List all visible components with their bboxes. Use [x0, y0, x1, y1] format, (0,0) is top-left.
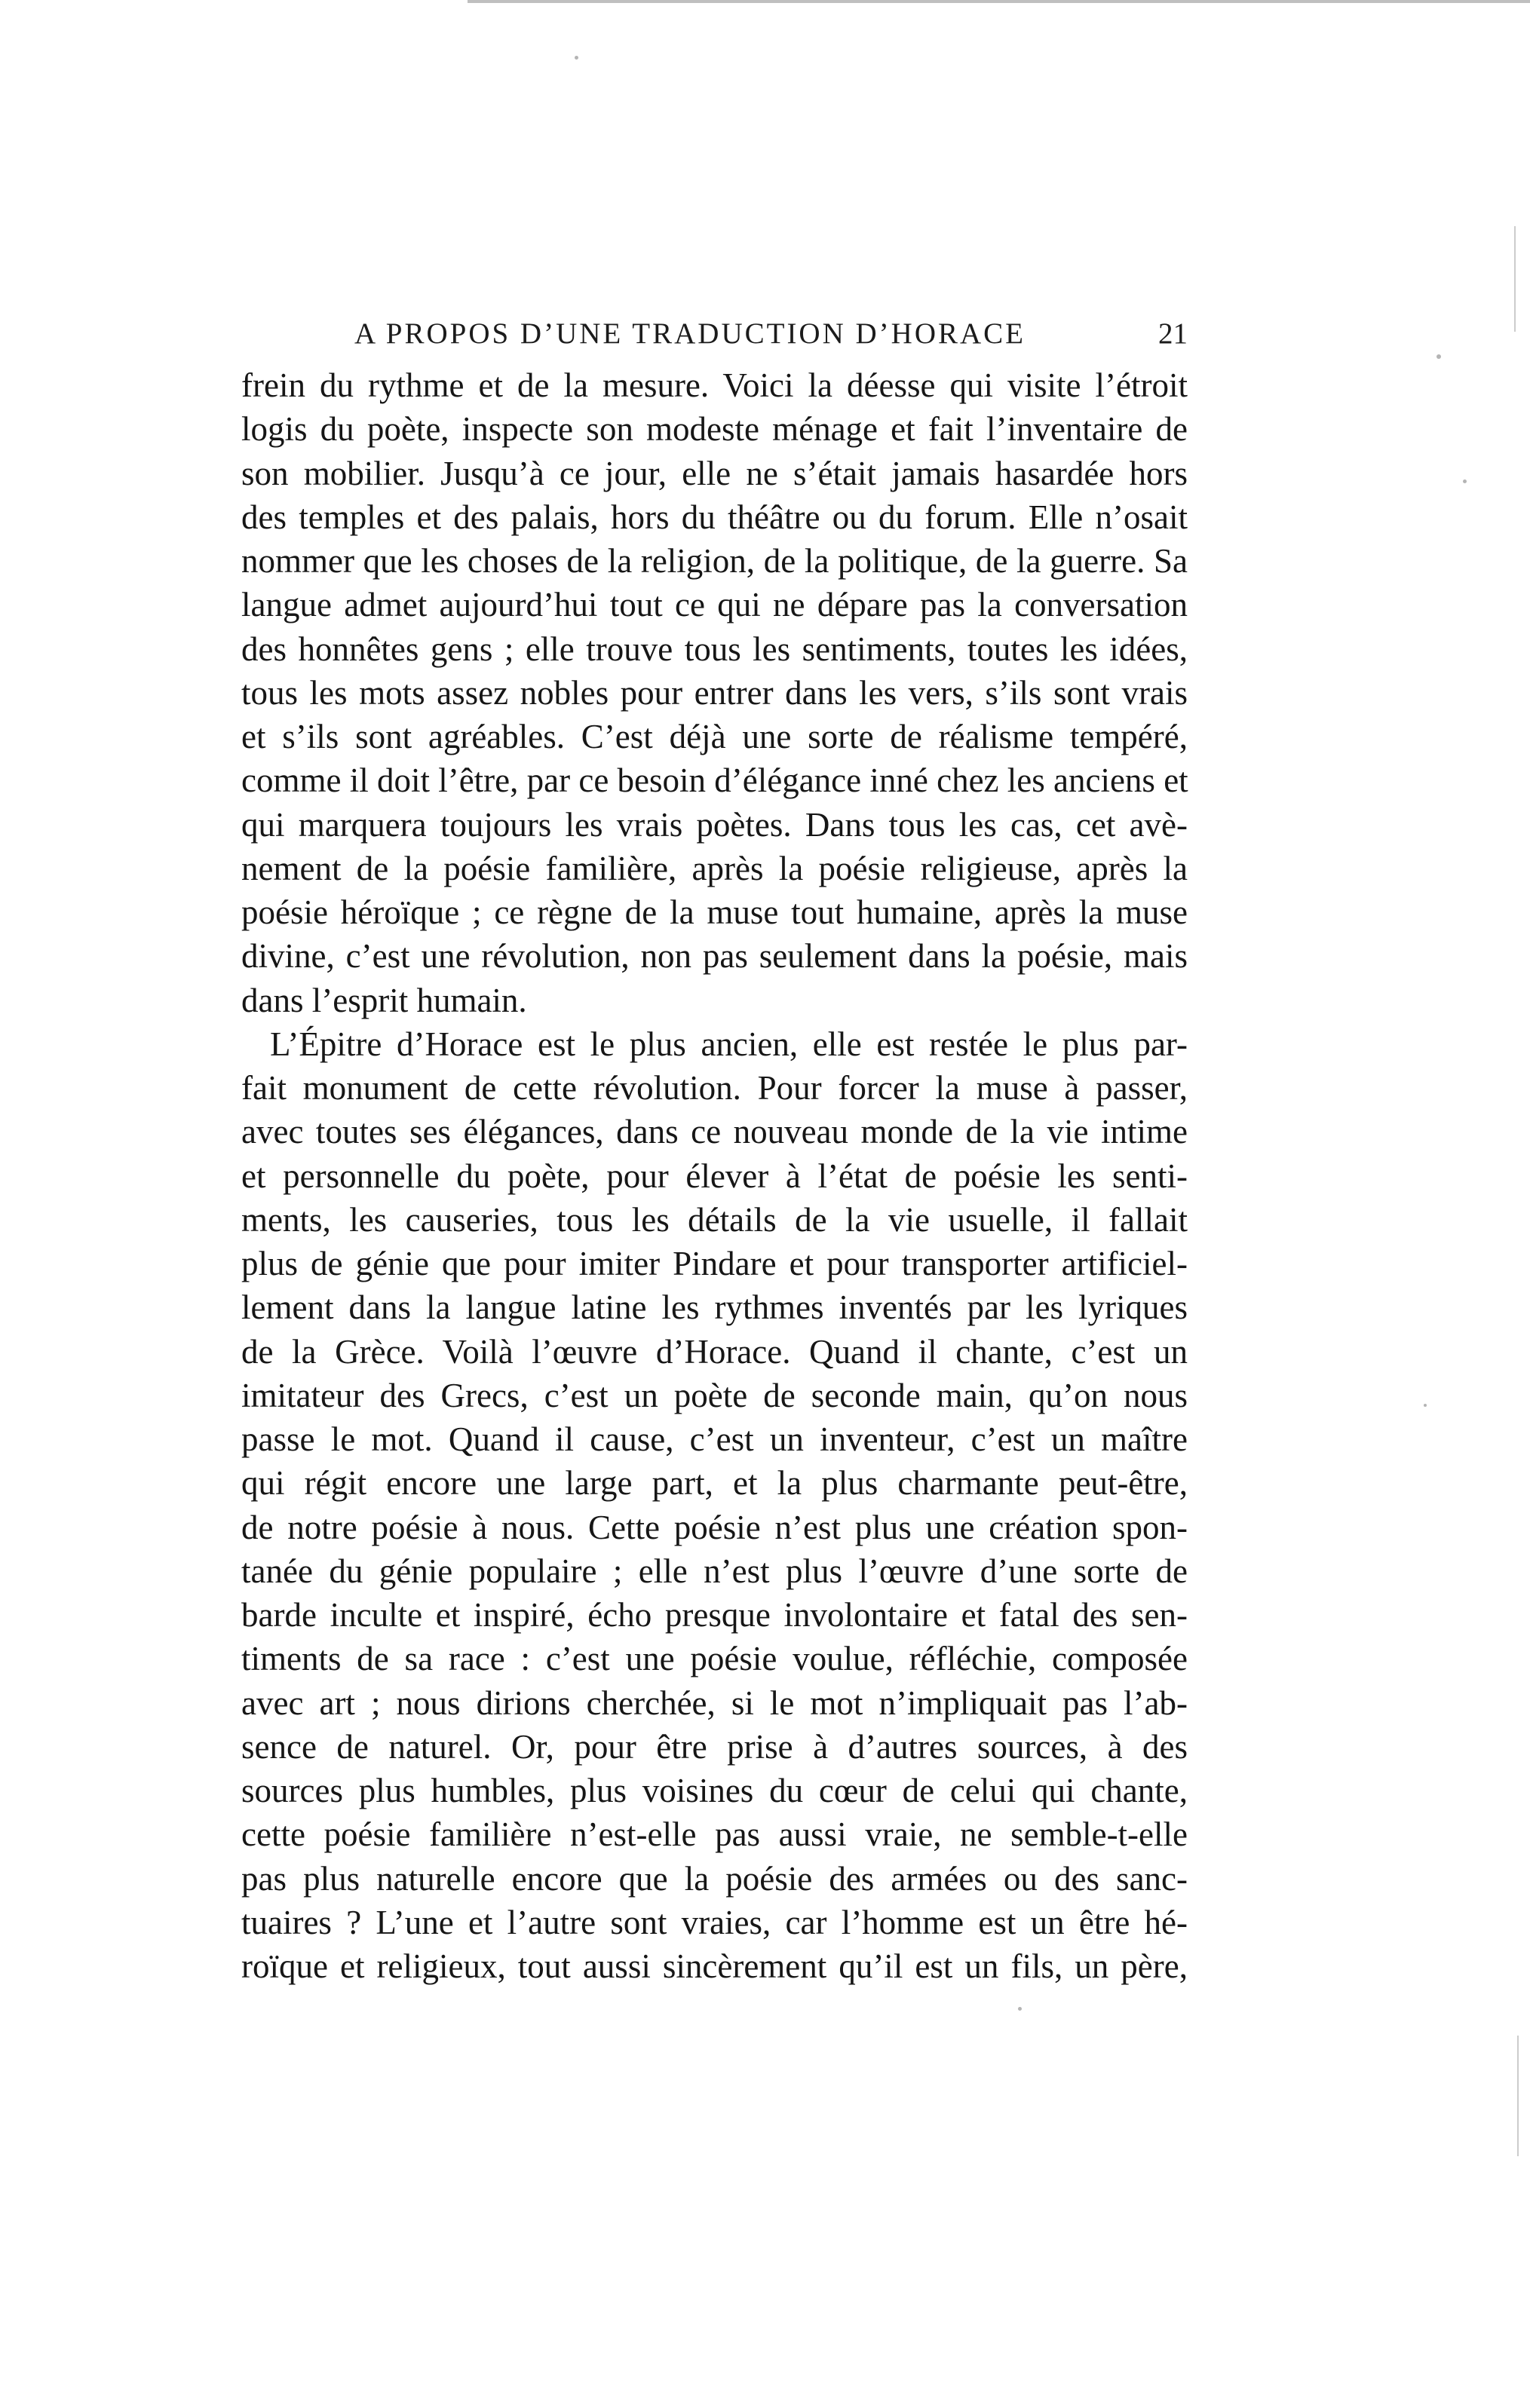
text-line: de notre poésie à nous. Cette poésie n’est plus une création spon- — [241, 1508, 1188, 1546]
text-line: tous les mots assez nobles pour entrer dans les vers, s’ils sont vrais — [241, 673, 1188, 712]
text-line: divine, c’est une révolution, non pas seulement dans la poésie, mais — [241, 937, 1188, 976]
scan-speck — [1424, 1404, 1427, 1407]
text-line: langue admet aujourd’hui tout ce qui ne dépare pas la conversation — [241, 586, 1188, 624]
text-line: sence de naturel. Or, pour être prise à d’autres sources, à des — [241, 1727, 1188, 1766]
text-line: poésie héroïque ; ce règne de la muse tout humaine, après la muse — [241, 893, 1188, 931]
paragraph-start-line: L’Épitre d’Horace est le plus ancien, elle est restée le plus par- — [270, 1025, 1188, 1063]
text-line: de la Grèce. Voilà l’œuvre d’Horace. Quand il chante, c’est un — [241, 1332, 1188, 1371]
text-line: roïque et religieux, tout aussi sincèrement qu’il est un fils, un père, — [241, 1947, 1188, 1985]
text-line: pas plus naturelle encore que la poésie des armées ou des sanc- — [241, 1859, 1188, 1898]
running-head-title: A PROPOS D’UNE TRADUCTION D’HORACE — [354, 317, 1026, 350]
text-line: des temples et des palais, hors du théâtre ou du forum. Elle n’osait — [241, 498, 1188, 536]
text-line: comme il doit l’être, par ce besoin d’élégance inné chez les anciens et — [241, 761, 1188, 800]
running-head — [354, 317, 1188, 362]
paragraph-end-line: dans l’esprit humain. — [241, 981, 527, 1019]
scan-edge-mark — [1514, 226, 1516, 332]
text-line: des honnêtes gens ; elle trouve tous les sentiments, toutes les idées, — [241, 630, 1188, 668]
text-line: plus de génie que pour imiter Pindare et pour transporter artificiel- — [241, 1245, 1188, 1282]
text-line: frein du rythme et de la mesure. Voici la déesse qui visite l’étroit — [241, 366, 1188, 404]
scan-edge-mark — [1517, 2036, 1519, 2156]
text-line: nommer que les choses de la religion, de la politique, de la guerre. Sa — [241, 542, 1188, 580]
text-line: nement de la poésie familière, après la poésie religieuse, après la — [241, 849, 1188, 887]
text-line: avec toutes ses élégances, dans ce nouveau monde de la vie intime — [241, 1113, 1188, 1151]
page-number: 21 — [1158, 317, 1188, 350]
scan-speck — [575, 56, 578, 60]
text-line: barde inculte et inspiré, écho presque involontaire et fatal des sen- — [241, 1596, 1188, 1634]
text-line: et personnelle du poète, pour élever à l’état de poésie les senti- — [241, 1157, 1188, 1195]
text-line: qui marquera toujours les vrais poètes. Dans tous les cas, cet avè- — [241, 805, 1188, 844]
text-line: ments, les causeries, tous les détails de la vie usuelle, il fallait — [241, 1200, 1188, 1239]
text-line: sources plus humbles, plus voisines du cœur de celui qui chante, — [241, 1772, 1188, 1809]
text-line: logis du poète, inspecte son modeste ménage et fait l’inventaire de — [241, 410, 1188, 449]
text-line: son mobilier. Jusqu’à ce jour, elle ne s’était jamais hasardée hors — [241, 454, 1188, 492]
text-line: cette poésie familière n’est-elle pas aussi vraie, ne semble-t-elle — [241, 1815, 1188, 1854]
text-line: qui régit encore une large part, et la plus charmante peut-être, — [241, 1464, 1188, 1503]
scan-speck — [1436, 354, 1441, 359]
text-line: tanée du génie populaire ; elle n’est plus l’œuvre d’une sorte de — [241, 1552, 1188, 1590]
text-line: timents de sa race : c’est une poésie voulue, réfléchie, composée — [241, 1640, 1188, 1678]
text-line: lement dans la langue latine les rythmes inventés par les lyriques — [241, 1288, 1188, 1327]
scan-speck — [1018, 2007, 1022, 2011]
scan-speck — [1463, 479, 1467, 483]
text-line: imitateur des Grecs, c’est un poète de seconde main, qu’on nous — [241, 1376, 1188, 1414]
body-text — [241, 363, 1188, 1988]
scan-edge-rule — [468, 0, 1530, 3]
text-line: avec art ; nous dirions cherchée, si le mot n’impliquait pas l’ab- — [241, 1683, 1188, 1722]
text-line: et s’ils sont agréables. C’est déjà une sorte de réalisme tempéré, — [241, 718, 1188, 755]
text-line: tuaires ? L’une et l’autre sont vraies, car l’homme est un être hé- — [241, 1903, 1188, 1941]
text-line: fait monument de cette révolution. Pour forcer la muse à passer, — [241, 1069, 1188, 1107]
text-line: passe le mot. Quand il cause, c’est un inventeur, c’est un maître — [241, 1420, 1188, 1458]
